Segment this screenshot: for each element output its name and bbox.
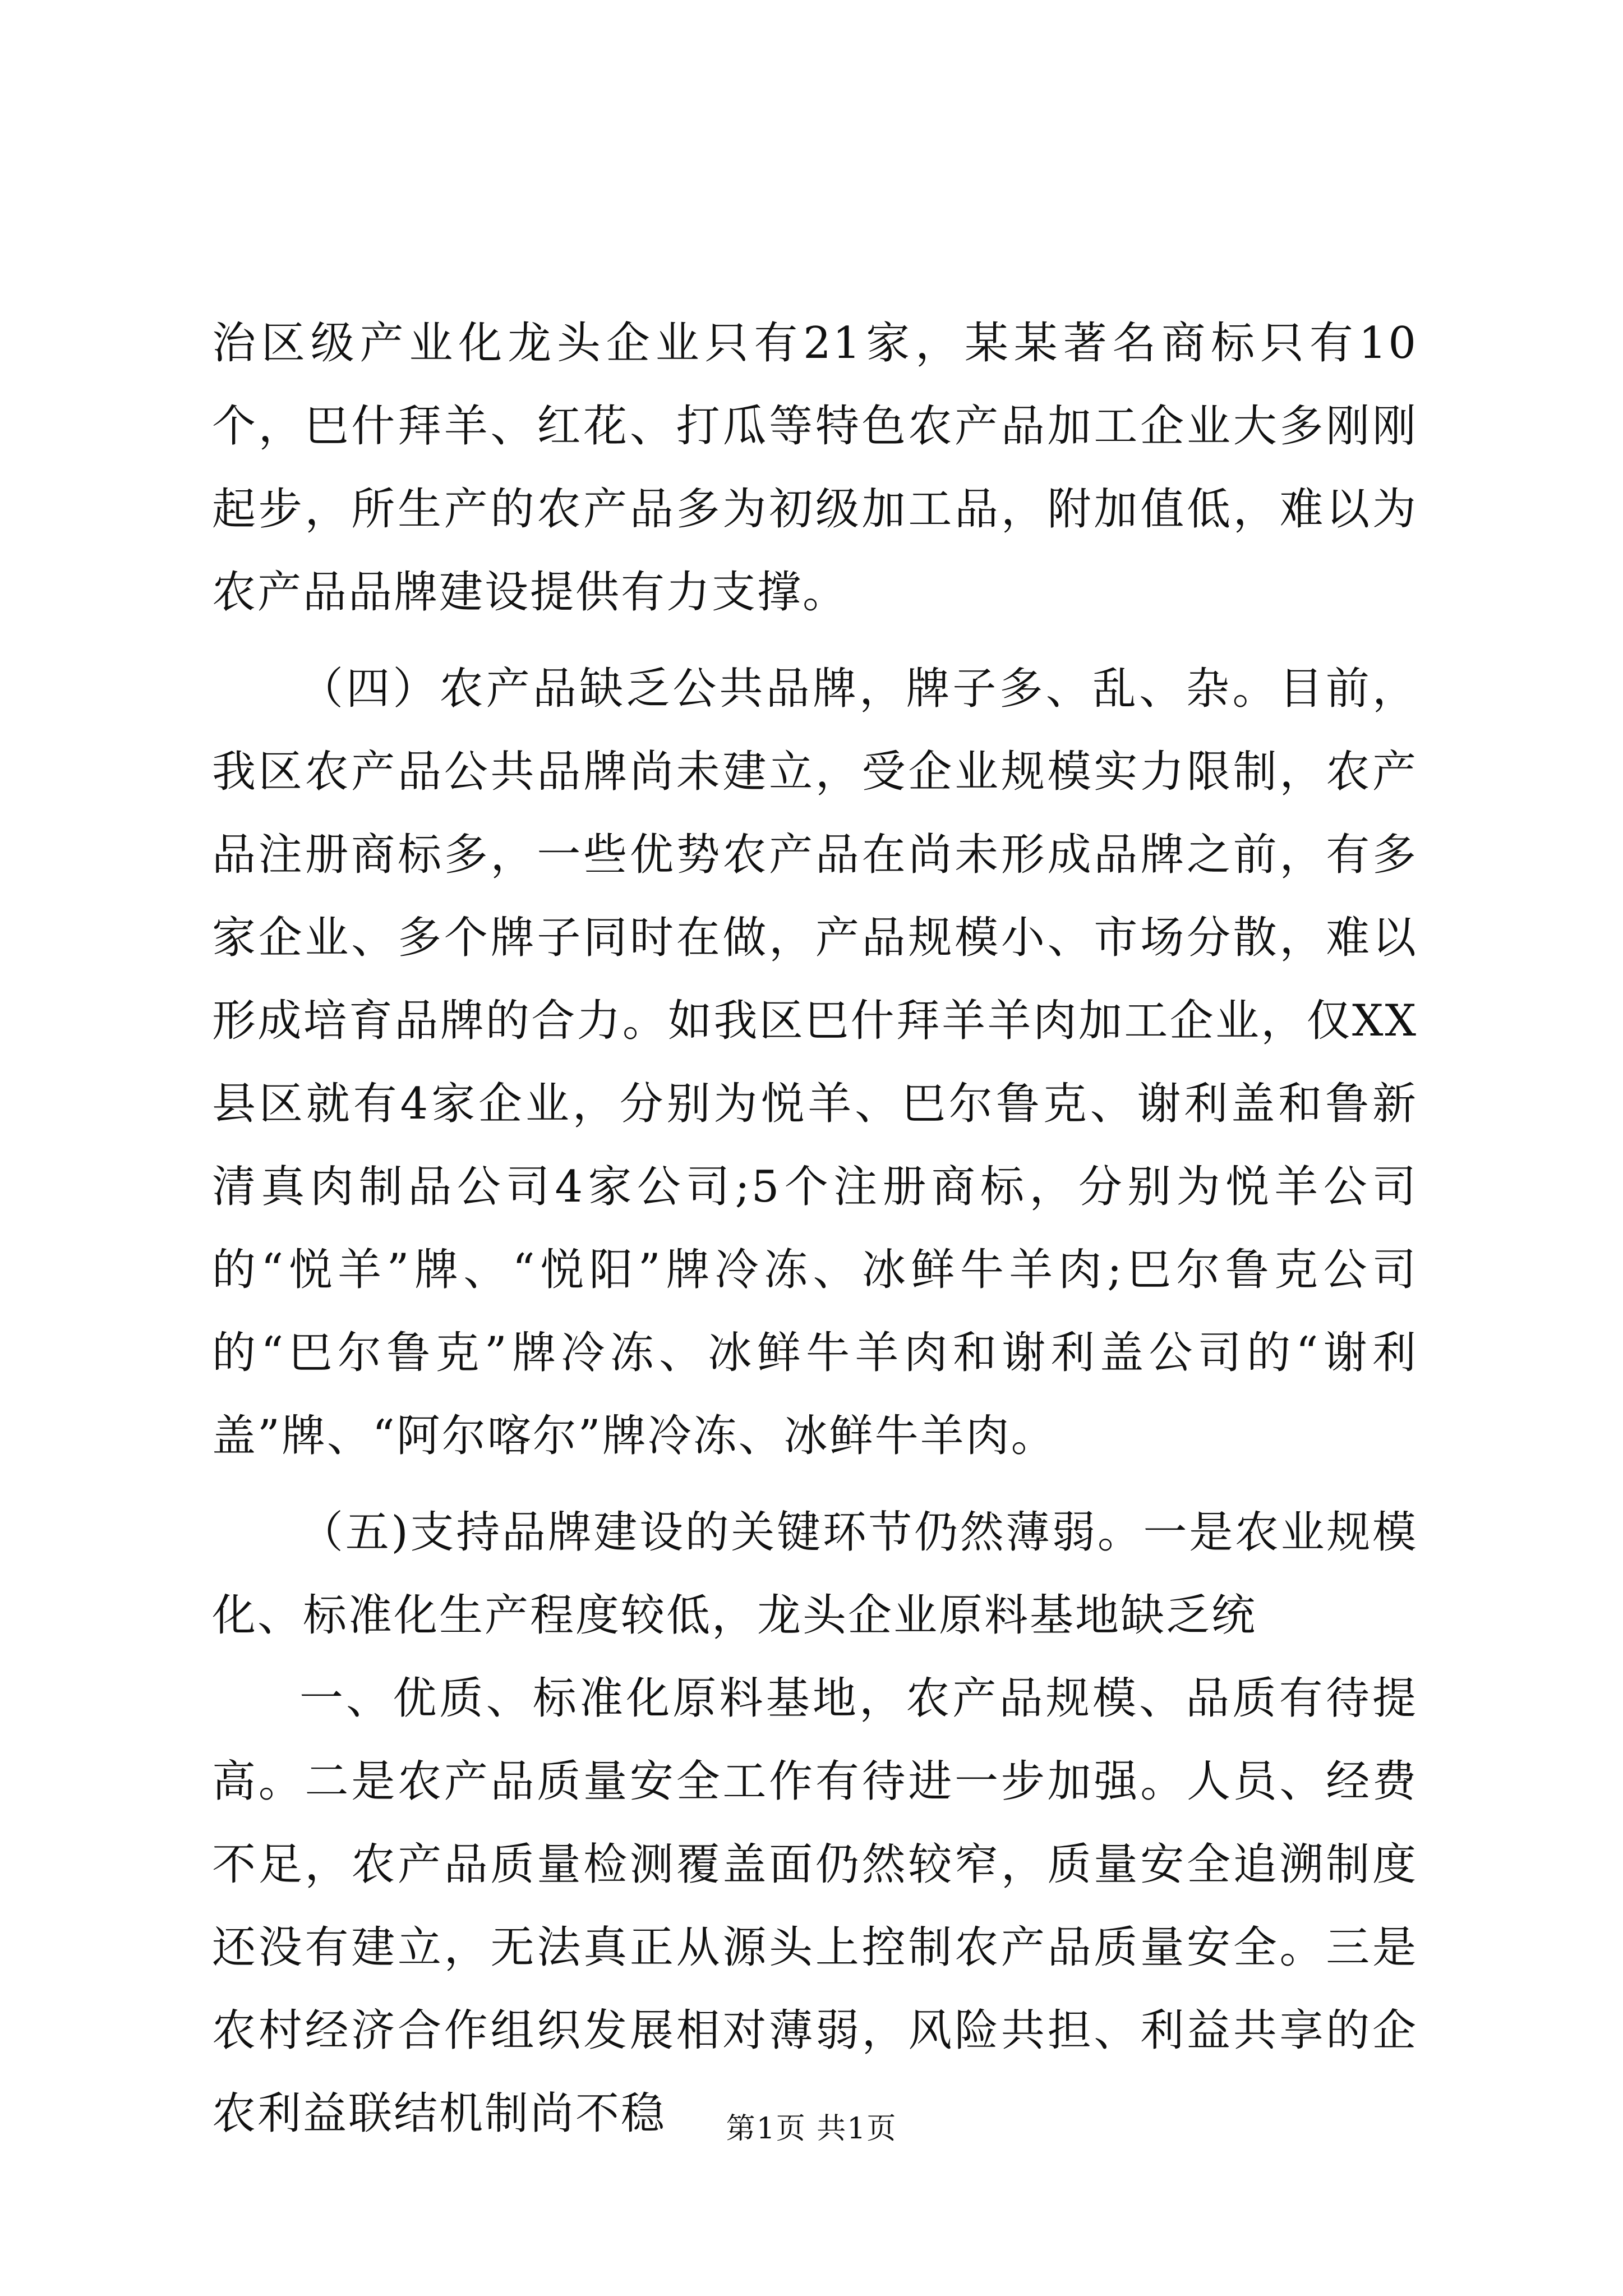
document-body <box>212 302 1418 2155</box>
paragraph-3: （五)支持品牌建设的关键环节仍然薄弱。一是农业规模化、标准化生产程度较低，龙头企业原料基地缺乏统 <box>212 1507 1418 1641</box>
page-footer: 第1页 共1页 <box>726 2112 897 2146</box>
paragraph-4: 一、优质、标准化原料基地，农产品规模、品质有待提高。二是农产品质量安全工作有待进一步加强。人员、经费不足，农产品质量检测覆盖面仍然较窄，质量安全追溯制度还没有建立，无法真正从源头上控制农产品质量安全。三是农村经济合作组织发展相对薄弱，风险共担、利益共享的企农利益联结机制尚不稳 <box>212 1673 1418 2139</box>
paragraph-2: （四）农产品缺乏公共品牌，牌子多、乱、杂。目前，我区农产品公共品牌尚未建立，受企业规模实力限制，农产品注册商标多，一些优势农产品在尚未形成品牌之前，有多家企业、多个牌子同时在做，产品规模小、市场分散，难以形成培育品牌的合力。如我区巴什拜羊羊肉加工企业，仅XX县区就有4家企业，分别为悦羊、巴尔鲁克、谢利盖和鲁新清真肉制品公司4家公司;5个注册商标，分别为悦羊公司的“悦羊”牌、“悦阳”牌冷冻、冰鲜牛羊肉;巴尔鲁克公司的“巴尔鲁克”牌冷冻、冰鲜牛羊肉和谢利盖公司的“谢利盖”牌、“阿尔喀尔”牌冷冻、冰鲜牛羊肉。 <box>212 664 1418 1461</box>
paragraph-1: 治区级产业化龙头企业只有21家，某某著名商标只有10个，巴什拜羊、红花、打瓜等特色农产品加工企业大多刚刚起步，所生产的农产品多为初级加工品，附加值低，难以为农产品品牌建设提供有力支撑。 <box>212 318 1418 618</box>
